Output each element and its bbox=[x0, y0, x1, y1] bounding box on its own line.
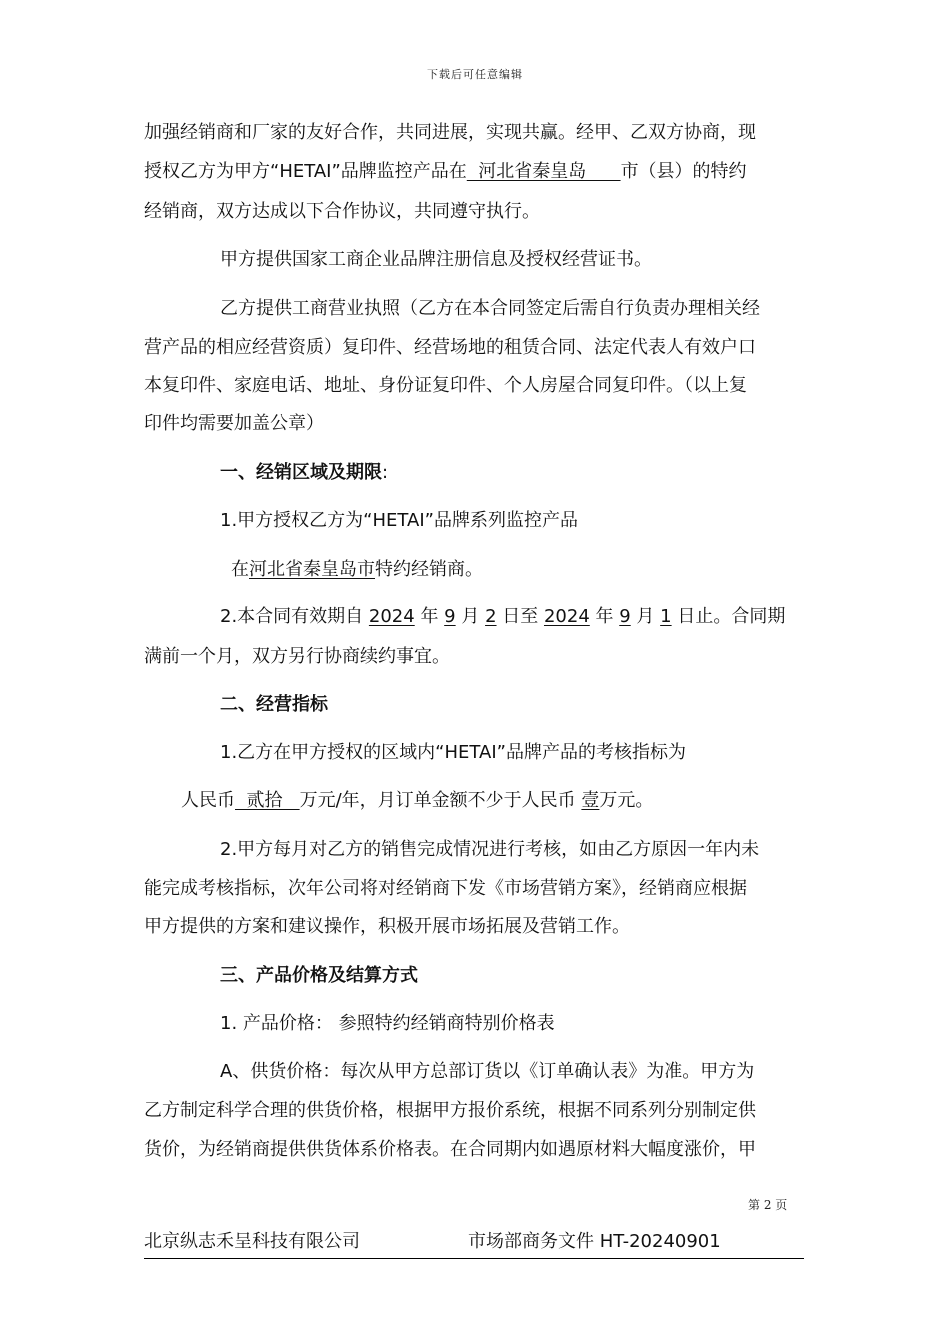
paragraph-party-b-line-3: 本复印件、家庭电话、地址、身份证复印件、个人房屋合同复印件。（以上复 bbox=[144, 375, 747, 396]
start-year-field: 2024 bbox=[368, 606, 415, 627]
paragraph-intro-line-1: 加强经销商和厂家的友好合作，共同进展，实现共赢。经甲、乙双方协商，现 bbox=[144, 122, 756, 143]
paragraph-intro-line-2 bbox=[144, 160, 747, 184]
section-2-item-2-line-3: 甲方提供的方案和建议操作，积极开展市场拓展及营销工作。 bbox=[144, 916, 630, 937]
paragraph-party-a-provides: 甲方提供国家工商企业品牌注册信息及授权经营证书。 bbox=[220, 249, 652, 270]
term-text-start: 2.本合同有效期自 bbox=[220, 606, 369, 627]
section-3-supply-price-line-3: 货价，为经销商提供供货体系价格表。在合同期内如遇原材料大幅度涨价，甲 bbox=[144, 1139, 756, 1160]
paragraph-party-b-line-4: 印件均需要加盖公章） bbox=[144, 413, 324, 434]
section-3-item-1: 1. 产品价格： 参照特约经销商特别价格表 bbox=[220, 1013, 555, 1034]
term-text-year-1: 年 bbox=[414, 606, 445, 627]
paragraph-intro-line-3: 经销商，双方达成以下合作协议，共同遵守执行。 bbox=[144, 201, 540, 222]
intro-text-before-region: 授权乙方为甲方“HETAI”品牌监控产品在 bbox=[144, 161, 467, 182]
footer-divider bbox=[144, 1258, 804, 1259]
footer-company-name: 北京纵志禾呈科技有限公司 bbox=[144, 1231, 360, 1252]
section-2-item-2-line-1: 2.甲方每月对乙方的销售完成情况进行考核，如由乙方原因一年内未 bbox=[220, 839, 760, 860]
term-text-month-2: 月 bbox=[630, 606, 661, 627]
section-1-item-1-prefix: 在 bbox=[231, 559, 249, 580]
start-month-field: 9 bbox=[444, 606, 456, 627]
section-3-supply-price-line-1: A、供货价格：每次从甲方总部订货以《订单确认表》为准。甲方为 bbox=[220, 1061, 755, 1082]
section-1-item-1-continued bbox=[231, 558, 483, 582]
section-3-supply-price-line-2: 乙方制定科学合理的供货价格，根据甲方报价系统，根据不同系列分别制定供 bbox=[144, 1100, 756, 1121]
term-text-month-1: 月 bbox=[455, 606, 486, 627]
paragraph-party-b-line-2: 营产品的相应经营资质）复印件、经营场地的租赁合同、法定代表人有效户口 bbox=[144, 337, 756, 358]
section-1-colon: : bbox=[382, 462, 389, 483]
target-text-middle: 万元/年，月订单金额不少于人民币 bbox=[299, 790, 582, 811]
end-month-field: 9 bbox=[619, 606, 631, 627]
section-1-item-1: 1.甲方授权乙方为“HETAI”品牌系列监控产品 bbox=[220, 510, 578, 531]
term-text-end: 日止。合同期 bbox=[671, 606, 786, 627]
start-day-field: 2 bbox=[485, 606, 497, 627]
annual-target-field: 贰拾 bbox=[235, 790, 300, 811]
end-day-field: 1 bbox=[660, 606, 672, 627]
region-field: 河北省秦皇岛 bbox=[466, 161, 621, 182]
term-text-year-2: 年 bbox=[589, 606, 620, 627]
target-text-prefix: 人民币 bbox=[181, 790, 235, 811]
section-1-item-1-suffix: 特约经销商。 bbox=[375, 559, 483, 580]
section-1-item-2-line-2: 满前一个月，双方另行协商续约事宜。 bbox=[144, 646, 450, 667]
monthly-min-field: 壹 bbox=[581, 790, 600, 811]
section-1-item-2-line-1 bbox=[220, 605, 785, 629]
section-2-item-2-line-2: 能完成考核指标，次年公司将对经销商下发《市场营销方案》，经销商应根据 bbox=[144, 878, 747, 899]
page-number: 第 2 页 bbox=[748, 1198, 788, 1212]
section-1-region-field: 河北省秦皇岛市 bbox=[249, 559, 375, 580]
section-3-title: 三、产品价格及结算方式 bbox=[220, 965, 418, 986]
target-text-suffix: 万元。 bbox=[599, 790, 654, 811]
section-2-title: 二、经营指标 bbox=[220, 694, 328, 715]
section-1-heading bbox=[220, 461, 388, 485]
section-2-item-1-continued bbox=[181, 789, 653, 813]
intro-text-after-region: 市（县）的特约 bbox=[620, 161, 747, 182]
footer-document-reference: 市场部商务文件 HT-20240901 bbox=[468, 1231, 721, 1252]
section-2-item-1: 1.乙方在甲方授权的区域内“HETAI”品牌产品的考核指标为 bbox=[220, 742, 686, 763]
section-1-title: 一、经销区域及期限 bbox=[220, 462, 382, 483]
end-year-field: 2024 bbox=[543, 606, 590, 627]
term-text-to: 日至 bbox=[496, 606, 544, 627]
page-header-note: 下载后可任意编辑 bbox=[427, 68, 523, 81]
paragraph-party-b-line-1: 乙方提供工商营业执照（乙方在本合同签定后需自行负责办理相关经 bbox=[220, 298, 760, 319]
